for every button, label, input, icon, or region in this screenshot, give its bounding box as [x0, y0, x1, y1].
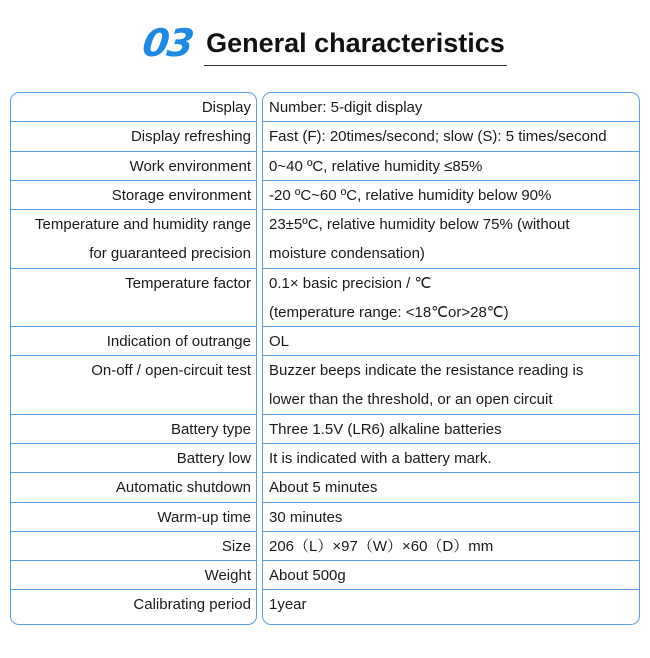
spec-label-cell — [11, 503, 256, 532]
value-column — [262, 92, 640, 625]
spec-value: It is indicated with a battery mark. — [269, 450, 492, 467]
spec-value: OL — [269, 333, 290, 350]
spec-value: 30 minutes — [269, 508, 343, 526]
spec-value: lower than the threshold, or an open circuit — [269, 391, 553, 409]
spec-label: Display refreshing — [130, 128, 251, 146]
section-number: 03 — [140, 21, 196, 65]
spec-label-cell — [11, 327, 256, 356]
spec-value-cell — [263, 181, 639, 210]
spec-label: Battery low — [176, 450, 251, 467]
spec-value-cell — [263, 327, 639, 356]
spec-value-cell — [263, 415, 639, 444]
spec-value: About 5 minutes — [269, 479, 378, 497]
spec-label: Indication of outrange — [106, 333, 251, 350]
spec-label: Weight — [204, 567, 251, 584]
spec-label: Size — [221, 537, 251, 555]
spec-label: Automatic shutdown — [115, 479, 251, 497]
spec-label-cell — [11, 415, 256, 444]
spec-label-cell — [11, 210, 256, 269]
spec-label: Warm-up time — [157, 508, 251, 526]
spec-value: 23±5ºC, relative humidity below 75% (without — [269, 216, 570, 233]
spec-label-cell — [11, 532, 256, 561]
spec-label-cell — [11, 181, 256, 210]
spec-label: Calibrating period — [133, 596, 251, 614]
spec-label: On-off / open-circuit test — [91, 362, 251, 380]
spec-value: 206（L）×97（W）×60（D）mm — [269, 537, 494, 555]
section-header — [0, 18, 650, 68]
spec-label: Display — [201, 99, 251, 116]
spec-value-cell — [263, 122, 639, 151]
spec-value: Buzzer beeps indicate the resistance reading is — [269, 362, 584, 380]
spec-label: for guaranteed precision — [89, 245, 251, 262]
spec-value: -20 ºC~60 ºC, relative humidity below 90% — [269, 186, 552, 204]
spec-value-cell — [263, 356, 639, 415]
spec-label: Work environment — [129, 157, 251, 175]
spec-label: Storage environment — [111, 186, 251, 204]
spec-value: Number: 5-digit display — [269, 99, 423, 116]
spec-value-cell — [263, 590, 639, 619]
spec-value-cell — [263, 269, 639, 328]
spec-value-cell — [263, 532, 639, 561]
spec-label-cell — [11, 93, 256, 122]
spec-value-cell — [263, 210, 639, 269]
spec-label: Temperature and humidity range — [35, 216, 251, 233]
spec-value: 0~40 ºC, relative humidity ≤85% — [269, 157, 483, 175]
spec-value: moisture condensation) — [269, 245, 425, 262]
spec-label-cell — [11, 444, 256, 473]
spec-value-cell — [263, 473, 639, 502]
section-title: General characteristics — [204, 28, 507, 66]
spec-value: About 500g — [269, 567, 346, 584]
spec-label-cell — [11, 269, 256, 328]
spec-label-cell — [11, 590, 256, 619]
spec-label-cell — [11, 122, 256, 151]
spec-label-cell — [11, 561, 256, 590]
spec-label: Battery type — [170, 420, 251, 438]
spec-value-cell — [263, 503, 639, 532]
spec-value: 0.1× basic precision / ℃ — [269, 274, 432, 292]
spec-label-cell — [11, 473, 256, 502]
specs-table — [10, 92, 640, 625]
spec-value-cell — [263, 152, 639, 181]
spec-label-cell — [11, 356, 256, 415]
spec-value-cell — [263, 561, 639, 590]
spec-label: Temperature factor — [125, 274, 251, 292]
spec-label-cell — [11, 152, 256, 181]
label-column — [10, 92, 257, 625]
spec-value: Three 1.5V (LR6) alkaline batteries — [269, 420, 502, 438]
spec-value: Fast (F): 20times/second; slow (S): 5 times/second — [269, 128, 607, 146]
spec-value-cell — [263, 93, 639, 122]
spec-value: 1year — [269, 596, 307, 614]
spec-value: (temperature range: <18℃or>28℃) — [269, 303, 509, 321]
spec-value-cell — [263, 444, 639, 473]
